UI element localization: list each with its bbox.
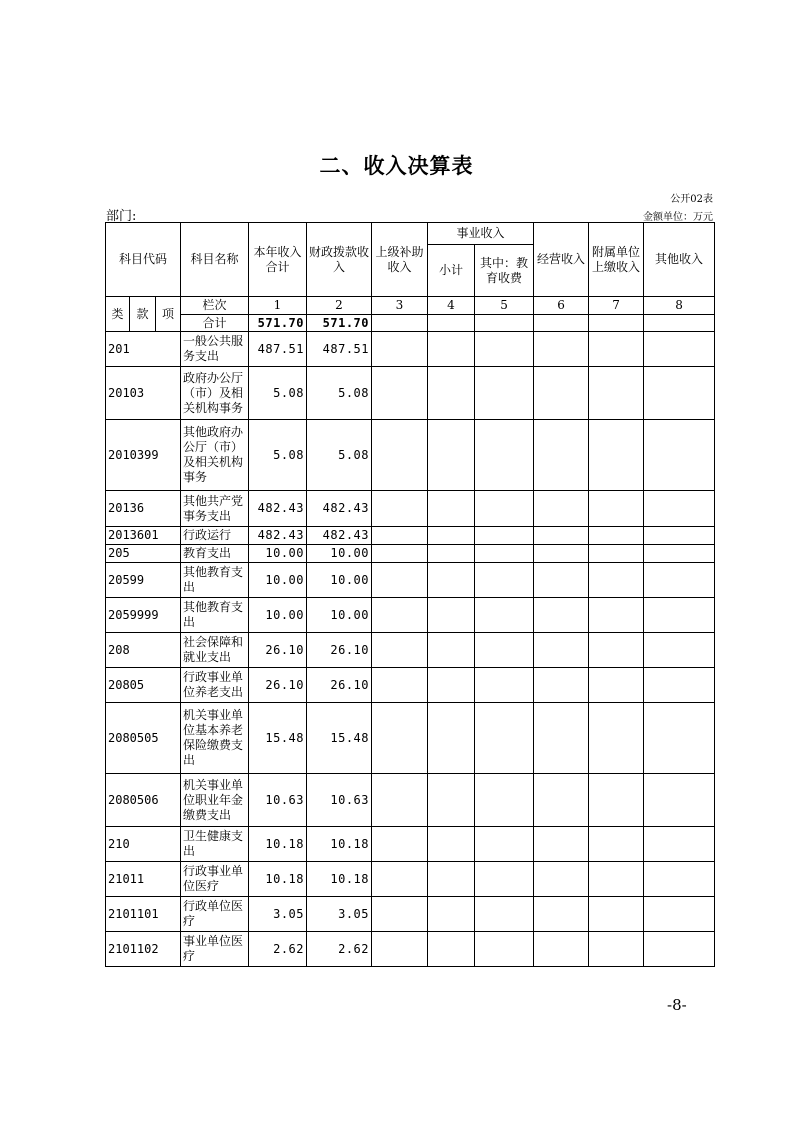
subject-code: 2101101: [106, 897, 181, 932]
current-income-value: 10.00: [249, 598, 307, 633]
header-column-seq: 栏次: [181, 297, 249, 315]
empty-cell: [475, 633, 534, 668]
table-row: [106, 332, 715, 367]
subject-name: 卫生健康支出: [181, 827, 249, 862]
empty-cell: [428, 545, 475, 563]
empty-cell: [644, 527, 715, 545]
table-row: [106, 862, 715, 897]
col-num: 6: [534, 297, 589, 315]
empty-cell: [475, 367, 534, 420]
subject-name: 其他共产党事务支出: [181, 491, 249, 527]
fiscal-allocation-value: 10.00: [307, 563, 372, 598]
subject-name: 行政单位医疗: [181, 897, 249, 932]
empty-cell: [428, 598, 475, 633]
empty-cell: [475, 491, 534, 527]
col-num: 5: [475, 297, 534, 315]
header-current-income: 本年收入合计: [249, 223, 307, 297]
empty-cell: [644, 332, 715, 367]
empty-cell: [534, 897, 589, 932]
subject-code: 2010399: [106, 420, 181, 491]
empty-cell: [428, 563, 475, 598]
empty-cell: [644, 703, 715, 774]
subject-code: 20136: [106, 491, 181, 527]
fiscal-allocation-value: 26.10: [307, 633, 372, 668]
empty-cell: [428, 897, 475, 932]
header-fiscal-allocation: 财政拨款收入: [307, 223, 372, 297]
header-superior-subsidy: 上级补助收入: [372, 223, 428, 297]
table-row: [106, 491, 715, 527]
subject-code: 20103: [106, 367, 181, 420]
empty-cell: [534, 545, 589, 563]
current-income-value: 10.18: [249, 862, 307, 897]
subject-name: 教育支出: [181, 545, 249, 563]
empty-cell: [644, 827, 715, 862]
table-row: [106, 932, 715, 967]
empty-cell: [475, 703, 534, 774]
header-xiang: 项: [156, 297, 181, 332]
table-row: [106, 897, 715, 932]
empty-cell: [644, 563, 715, 598]
header-business-income: 事业收入: [428, 223, 534, 245]
col-num: 2: [307, 297, 372, 315]
empty-cell: [428, 633, 475, 668]
subject-name: 机关事业单位职业年金缴费支出: [181, 774, 249, 827]
empty-cell: [428, 932, 475, 967]
subject-name: 政府办公厅（市）及相关机构事务: [181, 367, 249, 420]
subject-code: 20805: [106, 668, 181, 703]
empty-cell: [428, 862, 475, 897]
empty-cell: [589, 563, 644, 598]
fiscal-allocation-value: 5.08: [307, 420, 372, 491]
empty-cell: [534, 332, 589, 367]
current-income-value: 10.00: [249, 563, 307, 598]
current-income-value: 482.43: [249, 527, 307, 545]
empty-cell: [372, 420, 428, 491]
col-num: 1: [249, 297, 307, 315]
empty-cell: [589, 668, 644, 703]
empty-cell: [644, 633, 715, 668]
empty-cell: [644, 491, 715, 527]
page-title: 二、收入决算表: [319, 154, 474, 178]
fiscal-allocation-value: 2.62: [307, 932, 372, 967]
header-operating-income: 经营收入: [534, 223, 589, 297]
empty-cell: [589, 545, 644, 563]
empty-cell: [589, 703, 644, 774]
subject-code: 210: [106, 827, 181, 862]
empty-cell: [372, 932, 428, 967]
empty-cell: [534, 420, 589, 491]
subject-name: 一般公共服务支出: [181, 332, 249, 367]
col-num: 3: [372, 297, 428, 315]
empty-cell: [475, 897, 534, 932]
empty-cell: [644, 420, 715, 491]
subject-name: 行政事业单位医疗: [181, 862, 249, 897]
table-row: [106, 420, 715, 491]
empty-cell: [428, 367, 475, 420]
amount-unit-label: 金额单位：万元: [643, 212, 713, 223]
empty-cell: [372, 367, 428, 420]
fiscal-allocation-value: 487.51: [307, 332, 372, 367]
fiscal-allocation-value: 482.43: [307, 527, 372, 545]
empty-cell: [372, 332, 428, 367]
fiscal-allocation-value: 10.18: [307, 862, 372, 897]
empty-cell: [475, 932, 534, 967]
current-income-value: 26.10: [249, 633, 307, 668]
empty-cell: [428, 420, 475, 491]
empty-cell: [589, 897, 644, 932]
header-lei: 类: [106, 297, 130, 332]
empty-cell: [372, 862, 428, 897]
table-row: [106, 545, 715, 563]
empty-cell: [428, 774, 475, 827]
fiscal-allocation-value: 10.00: [307, 545, 372, 563]
header-other-income: 其他收入: [644, 223, 715, 297]
empty-cell: [372, 897, 428, 932]
subject-code: 21011: [106, 862, 181, 897]
empty-cell: [428, 668, 475, 703]
empty-cell: [534, 932, 589, 967]
subject-code: 2101102: [106, 932, 181, 967]
header-subject-code: 科目代码: [106, 223, 181, 297]
empty-cell: [589, 827, 644, 862]
subject-code: 201: [106, 332, 181, 367]
table-row: [106, 774, 715, 827]
empty-cell: [475, 827, 534, 862]
subject-name: 机关事业单位基本养老保险缴费支出: [181, 703, 249, 774]
subject-code: 2080506: [106, 774, 181, 827]
empty-cell: [589, 527, 644, 545]
fiscal-allocation-value: 26.10: [307, 668, 372, 703]
empty-cell: [475, 862, 534, 897]
table-row: [106, 703, 715, 774]
table-row: [106, 668, 715, 703]
empty-cell: [475, 332, 534, 367]
table-row: [106, 563, 715, 598]
department-label: 部门:: [106, 209, 137, 224]
subject-code: 2013601: [106, 527, 181, 545]
col-num: 4: [428, 297, 475, 315]
subject-name: 其他政府办公厅（市）及相关机构事务: [181, 420, 249, 491]
empty-cell: [428, 703, 475, 774]
fiscal-allocation-value: 15.48: [307, 703, 372, 774]
subject-name: 行政事业单位养老支出: [181, 668, 249, 703]
fiscal-allocation-value: 10.63: [307, 774, 372, 827]
empty-cell: [372, 598, 428, 633]
current-income-value: 482.43: [249, 491, 307, 527]
current-income-value: 487.51: [249, 332, 307, 367]
total-row: [106, 315, 715, 332]
subject-code: 2059999: [106, 598, 181, 633]
col-num: 7: [589, 297, 644, 315]
header-subtotal: 小计: [428, 245, 475, 297]
empty-cell: [534, 598, 589, 633]
current-income-value: 10.00: [249, 545, 307, 563]
total-label: 合计: [181, 315, 249, 332]
table-row: [106, 527, 715, 545]
empty-cell: [534, 491, 589, 527]
header-affiliated-income: 附属单位上缴收入: [589, 223, 644, 297]
current-income-value: 10.18: [249, 827, 307, 862]
fiscal-allocation-value: 482.43: [307, 491, 372, 527]
empty-cell: [644, 598, 715, 633]
empty-cell: [372, 827, 428, 862]
header-kuan: 款: [130, 297, 156, 332]
empty-cell: [534, 527, 589, 545]
current-income-value: 5.08: [249, 367, 307, 420]
table-row: [106, 367, 715, 420]
empty-cell: [589, 862, 644, 897]
empty-cell: [589, 598, 644, 633]
empty-cell: [644, 367, 715, 420]
total-current-income: 571.70: [249, 315, 307, 332]
empty-cell: [372, 774, 428, 827]
subject-code: 2080505: [106, 703, 181, 774]
empty-cell: [589, 367, 644, 420]
header-subject-name: 科目名称: [181, 223, 249, 297]
empty-cell: [534, 563, 589, 598]
fiscal-allocation-value: 10.18: [307, 827, 372, 862]
current-income-value: 26.10: [249, 668, 307, 703]
empty-cell: [589, 491, 644, 527]
table-row: [106, 633, 715, 668]
empty-cell: [475, 420, 534, 491]
subject-name: 社会保障和就业支出: [181, 633, 249, 668]
subject-name: 行政运行: [181, 527, 249, 545]
empty-cell: [428, 527, 475, 545]
empty-cell: [428, 332, 475, 367]
empty-cell: [534, 703, 589, 774]
subject-code: 205: [106, 545, 181, 563]
total-fiscal-allocation: 571.70: [307, 315, 372, 332]
current-income-value: 15.48: [249, 703, 307, 774]
empty-cell: [534, 668, 589, 703]
empty-cell: [644, 897, 715, 932]
empty-cell: [589, 932, 644, 967]
empty-cell: [644, 862, 715, 897]
empty-cell: [475, 668, 534, 703]
table-row: [106, 827, 715, 862]
empty-cell: [372, 491, 428, 527]
empty-cell: [428, 491, 475, 527]
empty-cell: [428, 827, 475, 862]
empty-cell: [644, 774, 715, 827]
current-income-value: 10.63: [249, 774, 307, 827]
fiscal-allocation-value: 10.00: [307, 598, 372, 633]
subject-code: 208: [106, 633, 181, 668]
current-income-value: 5.08: [249, 420, 307, 491]
empty-cell: [534, 862, 589, 897]
empty-cell: [372, 563, 428, 598]
subject-name: 其他教育支出: [181, 598, 249, 633]
empty-cell: [372, 545, 428, 563]
empty-cell: [534, 367, 589, 420]
subject-name: 其他教育支出: [181, 563, 249, 598]
empty-cell: [644, 545, 715, 563]
empty-cell: [475, 527, 534, 545]
empty-cell: [534, 774, 589, 827]
header-education-fees: 其中：教育收费: [475, 245, 534, 297]
empty-cell: [589, 420, 644, 491]
empty-cell: [534, 827, 589, 862]
empty-cell: [534, 633, 589, 668]
page-number: -8-: [667, 996, 687, 1014]
fiscal-allocation-value: 5.08: [307, 367, 372, 420]
current-income-value: 2.62: [249, 932, 307, 967]
empty-cell: [644, 932, 715, 967]
empty-cell: [475, 598, 534, 633]
empty-cell: [644, 668, 715, 703]
empty-cell: [372, 633, 428, 668]
fiscal-allocation-value: 3.05: [307, 897, 372, 932]
current-income-value: 3.05: [249, 897, 307, 932]
empty-cell: [372, 668, 428, 703]
empty-cell: [372, 703, 428, 774]
income-settlement-table: [105, 222, 715, 967]
form-number: 公开02表: [670, 194, 713, 205]
empty-cell: [589, 774, 644, 827]
subject-code: 20599: [106, 563, 181, 598]
empty-cell: [589, 332, 644, 367]
empty-cell: [475, 774, 534, 827]
col-num: 8: [644, 297, 715, 315]
empty-cell: [475, 563, 534, 598]
empty-cell: [475, 545, 534, 563]
empty-cell: [372, 527, 428, 545]
empty-cell: [589, 633, 644, 668]
table-row: [106, 598, 715, 633]
subject-name: 事业单位医疗: [181, 932, 249, 967]
